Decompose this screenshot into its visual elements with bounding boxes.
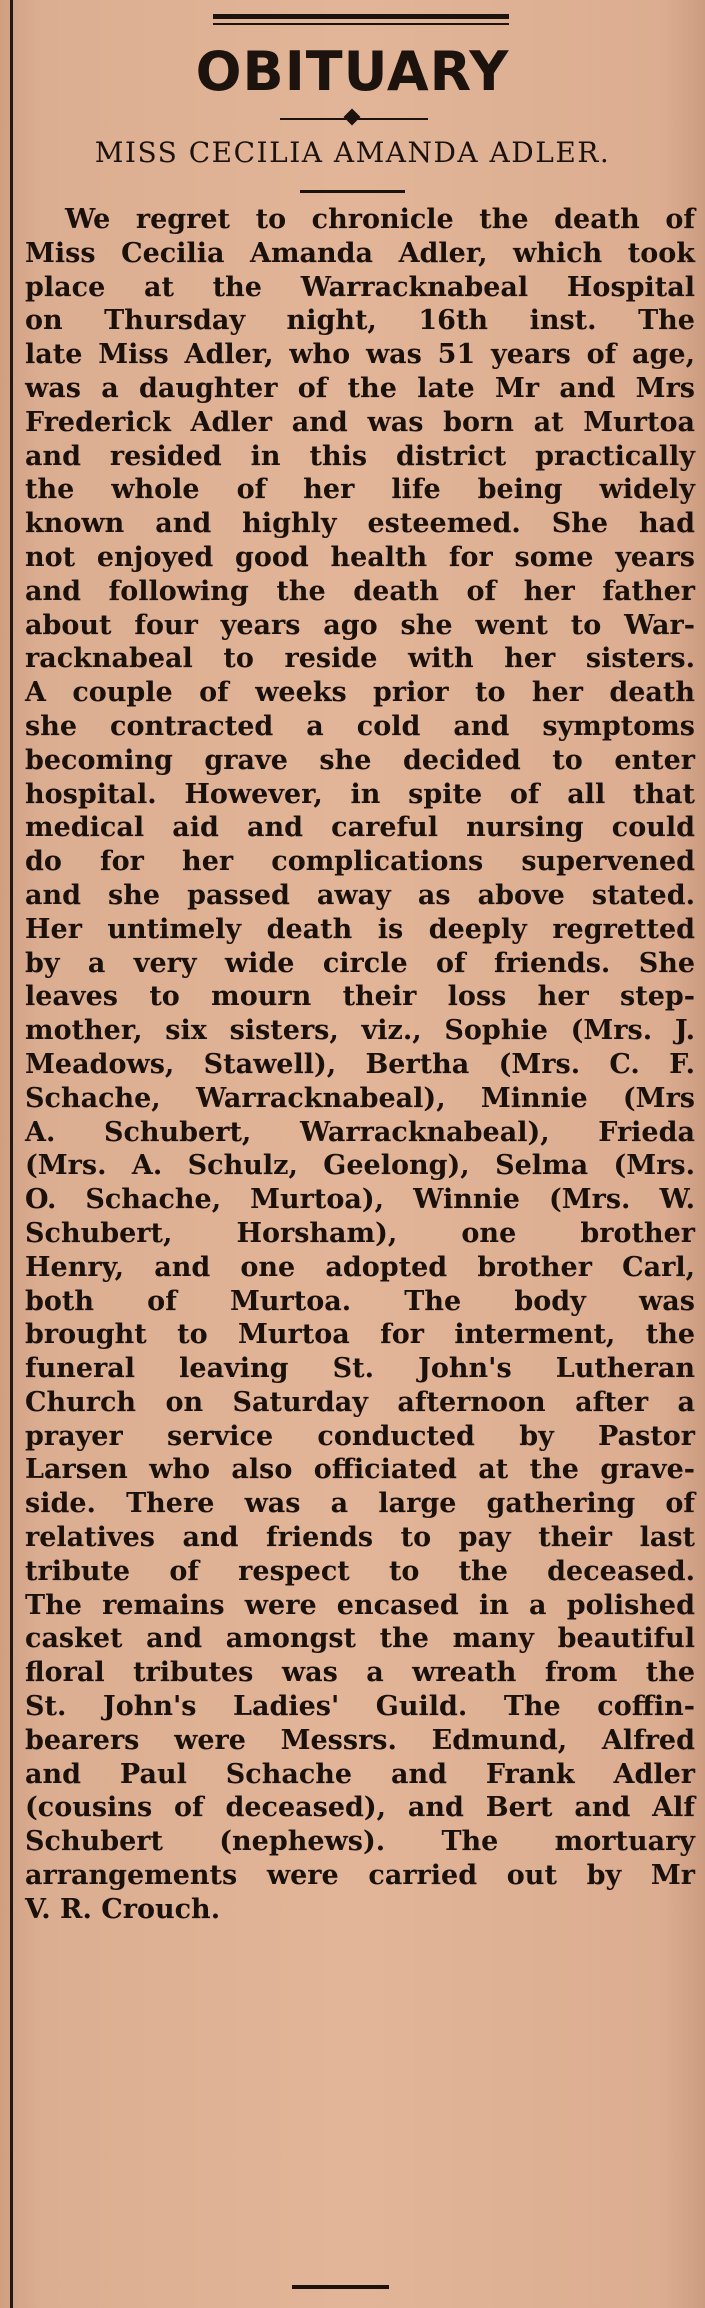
body-line: bearers were Messrs. Edmund, Alfred bbox=[25, 1724, 695, 1756]
body-line: the whole of her life being widely bbox=[25, 474, 695, 506]
body-line: A couple of weeks prior to her death bbox=[25, 677, 695, 709]
body-line: Schache, Warracknabeal), Minnie (Mrs bbox=[25, 1082, 695, 1114]
body-line: V. R. Crouch. bbox=[25, 1893, 221, 1925]
body-line: Church on Saturday afternoon after a bbox=[25, 1386, 695, 1418]
body-line: Larsen who also officiated at the grave- bbox=[25, 1454, 695, 1486]
body-line: floral tributes was a wreath from the bbox=[25, 1657, 695, 1689]
body-line: not enjoyed good health for some years bbox=[25, 541, 695, 573]
body-line: known and highly esteemed. She had bbox=[25, 508, 695, 540]
body-line: late Miss Adler, who was 51 years of age, bbox=[25, 339, 695, 371]
body-line: Her untimely death is deeply regretted bbox=[25, 913, 695, 945]
body-line: arrangements were carried out by Mr bbox=[25, 1860, 695, 1892]
body-line: A. Schubert, Warracknabeal), Frieda bbox=[25, 1116, 695, 1148]
body-line: side. There was a large gathering of bbox=[25, 1488, 695, 1520]
body-line: Meadows, Stawell), Bertha (Mrs. C. F. bbox=[25, 1048, 695, 1080]
body-line: she contracted a cold and symptoms bbox=[25, 710, 695, 742]
body-line: Schubert (nephews). The mortuary bbox=[25, 1826, 695, 1858]
body-line: was a daughter of the late Mr and Mrs bbox=[25, 372, 695, 404]
body-line: We regret to chronicle the death of bbox=[65, 204, 695, 235]
body-line: casket and amongst the many beautiful bbox=[25, 1623, 695, 1655]
body-line: O. Schache, Murtoa), Winnie (Mrs. W. bbox=[25, 1184, 695, 1216]
body-line: by a very wide circle of friends. She bbox=[25, 947, 695, 979]
body-line: prayer service conducted by Pastor bbox=[25, 1420, 695, 1452]
top-double-rule bbox=[213, 14, 509, 19]
body-line: and resided in this district practically bbox=[25, 440, 695, 472]
body-line: becoming grave she decided to enter bbox=[25, 744, 695, 776]
body-line: and Paul Schache and Frank Adler bbox=[25, 1758, 695, 1790]
body-line: funeral leaving St. John's Lutheran bbox=[25, 1353, 695, 1385]
body-line: (cousins of deceased), and Bert and Alf bbox=[25, 1792, 695, 1824]
body-line: brought to Murtoa for interment, the bbox=[25, 1319, 695, 1351]
body-line: racknabeal to reside with her sisters. bbox=[25, 643, 695, 675]
body-line: Schubert, Horsham), one brother bbox=[25, 1217, 695, 1249]
obituary-body bbox=[25, 203, 695, 1927]
body-line: Miss Cecilia Amanda Adler, which took bbox=[25, 237, 695, 269]
body-line: both of Murtoa. The body was bbox=[25, 1285, 695, 1317]
body-line: relatives and friends to pay their last bbox=[25, 1522, 695, 1554]
body-line: (Mrs. A. Schulz, Geelong), Selma (Mrs. bbox=[25, 1150, 695, 1182]
body-line: The remains were encased in a polished bbox=[25, 1589, 695, 1621]
short-divider bbox=[300, 190, 405, 193]
body-line: on Thursday night, 16th inst. The bbox=[25, 305, 695, 337]
bottom-divider bbox=[292, 2285, 389, 2289]
body-line: hospital. However, in spite of all that bbox=[25, 778, 695, 810]
ornamental-divider bbox=[280, 118, 428, 120]
obituary-heading: OBITUARY bbox=[195, 40, 510, 103]
column-rule bbox=[10, 0, 13, 2308]
body-line: do for her complications supervened bbox=[25, 846, 695, 878]
body-line: mother, six sisters, viz., Sophie (Mrs. J. bbox=[25, 1015, 695, 1047]
deceased-name-subheading: MISS CECILIA AMANDA ADLER. bbox=[94, 136, 611, 169]
body-line: place at the Warracknabeal Hospital bbox=[25, 271, 695, 303]
body-line: and following the death of her father bbox=[25, 575, 695, 607]
body-line: St. John's Ladies' Guild. The coffin- bbox=[25, 1691, 695, 1723]
body-line: medical aid and careful nursing could bbox=[25, 812, 695, 844]
body-line: Frederick Adler and was born at Murtoa bbox=[25, 406, 695, 438]
body-line: and she passed away as above stated. bbox=[25, 879, 695, 911]
body-line: leaves to mourn their loss her step- bbox=[25, 981, 695, 1013]
body-line: Henry, and one adopted brother Carl, bbox=[25, 1251, 695, 1283]
body-line: tribute of respect to the deceased. bbox=[25, 1555, 695, 1587]
body-line: about four years ago she went to War- bbox=[25, 609, 695, 641]
